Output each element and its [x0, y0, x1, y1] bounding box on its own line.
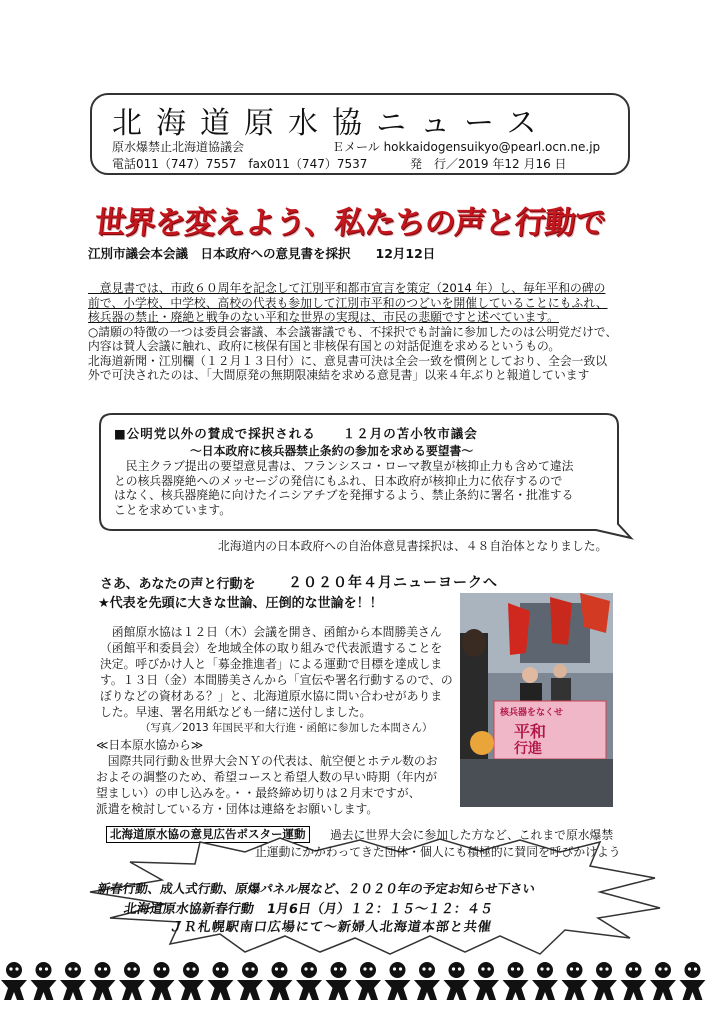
poster-label: 北海道原水協の意見広告ポスター運動	[106, 826, 310, 843]
figure-icon	[60, 962, 86, 1000]
poster-text-2: 止運動にかかわってきた団体・個人にも積極的に賛同を呼びかけよう	[255, 845, 621, 859]
callout-line: はなく、核兵器廃絶に向けたイニシアチブを発揮するよう、禁止条約に署名・批准する	[114, 488, 574, 502]
figure-icon	[591, 962, 617, 1000]
banner-text-2: 平和	[514, 722, 547, 741]
article2-line: （函館平和委員会）を地域全体の取り組みで代表派遣することを	[100, 641, 443, 655]
figure-icon	[680, 962, 706, 1000]
figure-icon	[532, 962, 558, 1000]
decorative-figure-border	[0, 958, 724, 1002]
article1-line: ○請願の特徴の一つは委員会審議、本会議審議でも、不採択でも討論に参加したのは公明党だけで、	[88, 324, 618, 339]
article1-line: 外で可決されたのは、「大間原発の無期限凍結を求める意見書」以来４年ぶりと報道しています	[88, 368, 590, 382]
article2-line: 国際共同行動＆世界大会ＮＹの代表は、航空便とホテル数のお	[96, 754, 438, 768]
email: Ｅメール hokkaidogensuikyo@pearl.ocn.ne.jp	[332, 140, 601, 154]
newsletter-title: 北海道原水協ニュース	[112, 106, 551, 141]
figure-icon	[178, 962, 204, 1000]
figure-icon	[267, 962, 293, 1000]
figure-icon	[119, 962, 145, 1000]
callout-line: との核兵器廃絶へのメッセージの発信にもふれ、日本政府が核抑止力に依存するので	[114, 473, 563, 488]
article1-line: 前で、小学校、中学校、高校の代表も参加して江別市平和のつどいを開催していることにもふれ、	[88, 295, 608, 310]
main-headline: 世界を変えよう、私たちの声と行動で	[92, 205, 607, 241]
phone-fax: 電話011（747）7557 fax011（747）7537	[112, 157, 368, 171]
article2-line: した。早速、署名用紙なども一緒に送付しました。	[100, 705, 372, 719]
summary-note: 北海道内の日本政府への自治体意見書採択は、４８自治体となりました。	[218, 539, 608, 553]
figure-icon	[562, 962, 588, 1000]
callout-subheading: 〜日本政府に核兵器禁止条約の参加を求める要望書〜	[190, 444, 474, 458]
article2-heading-a: さあ、あなたの声と行動を	[100, 577, 256, 592]
article2-line: およその調整のため、希望コースと希望人数の早い時期（年内が	[96, 770, 438, 784]
figure-icon	[208, 962, 234, 1000]
figure-icon	[503, 962, 529, 1000]
photo-caption: （写真／2013 年国民平和大行進・函館に参加した本間さん）	[140, 722, 433, 734]
figure-icon	[414, 962, 440, 1000]
march-photo-illustration	[460, 593, 613, 807]
callout-line: ことを求めています。	[114, 502, 232, 517]
march-photo	[460, 593, 613, 807]
callout-body	[114, 459, 573, 517]
figure-icon	[473, 962, 499, 1000]
article1-line: 内容は賛人会議に触れ、政府に核保有国と非核保有国との対話促進を求めるというもの。	[88, 339, 561, 353]
figure-icon	[444, 962, 470, 1000]
callout-line: 民主クラブ提出の要望意見書は、フランシスコ・ローマ教皇が核抑止力も含めて違法	[114, 459, 574, 473]
figure-icon	[650, 962, 676, 1000]
figure-icon	[385, 962, 411, 1000]
figure-icon	[355, 962, 381, 1000]
callout-heading: ■公明党以外の賛成で採択される １２月の苫小牧市議会	[114, 426, 478, 441]
burst-line-3: ＪＲ札幌駅南口広場にて〜新婦人北海道本部と共催	[168, 920, 493, 935]
figure-icon	[31, 962, 57, 1000]
article2-heading-b: ２０２０年４月ニューヨークへ	[288, 575, 498, 591]
article1-line: 意見書では、市政６０周年を記念して江別平和都市宣言を策定（2014 年）し、毎年平和の碑の	[88, 281, 606, 295]
figure-icon	[621, 962, 647, 1000]
article1-heading: 江別市議会本会議 日本政府への意見書を採択 12月12日	[88, 246, 436, 261]
burst-line-1: 新春行動、成人式行動、原爆パネル展など、２０２０年の予定お知らせ下さい	[96, 881, 537, 896]
figure-icon	[1, 962, 27, 1000]
article2-line: す。１３日（金）本間勝美さんから「宣伝や署名行動するので、の	[100, 673, 453, 687]
article2-body2	[96, 737, 438, 817]
banner-text-3: 行進	[514, 741, 542, 757]
article2-subheading: ★代表を先頭に大きな世論、圧倒的な世論を！！	[98, 596, 383, 611]
article2-line: ≪日本原水協から≫	[96, 738, 204, 752]
article1-line: 核兵器の禁止・廃絶と戦争のない平和な世界の実現は、市民の悲願ですと述べています。	[88, 310, 559, 324]
figure-icon	[149, 962, 175, 1000]
article2-line: 函館原水協は１２日（木）会議を開き、函館から本間勝美さん	[100, 625, 442, 639]
org-name: 原水爆禁止北海道協議会	[112, 140, 245, 154]
issue-date: 発 行／2019 年12 月16 日	[410, 157, 567, 171]
figure-icon	[326, 962, 352, 1000]
figure-icon	[90, 962, 116, 1000]
article2-body	[100, 624, 453, 720]
figure-icon	[296, 962, 322, 1000]
poster-text-1: 過去に世界大会に参加した方など、これまで原水爆禁	[330, 828, 614, 842]
article2-line: 派遣を検討している方・団体は連絡をお願いします。	[96, 802, 379, 816]
article2-line: ぼりなどの資材ある？」と、北海道原水協に問い合わせがありま	[100, 689, 443, 703]
article2-line: 望ましい）の申し込みを。・・最終締め切りは２月末ですが、	[96, 786, 421, 800]
article1-line: 北海道新聞・江別欄（１２月１３日付）に、意見書可決は全会一致を慣例としており、全会一致以	[88, 353, 608, 368]
article1-body	[88, 281, 617, 383]
burst-line-2: 北海道原水協新春行動 1月6日（月）１２：１５〜１２：４５	[122, 902, 494, 917]
figure-icon	[237, 962, 263, 1000]
article2-line: 決定。呼びかけ人と「募金推進者」による運動で目標を達成しま	[100, 657, 443, 671]
banner-text-1: 核兵器をなくせ	[500, 708, 564, 718]
